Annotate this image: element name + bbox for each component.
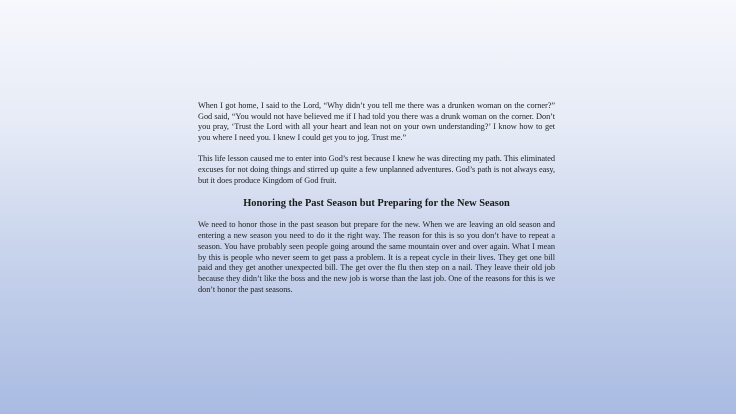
paragraph-drunk-woman: When I got home, I said to the Lord, “Why didn’t you tell me there was a drunken woman on the corner?” God said, “You would not have believed me if I had told you there was a drunk woman on the corner. Don’t you pray, ‘Trust the Lord with all your heart and lean not on your own understanding?’ I know how to get you where I need you. I knew I could get you to jog. Trust me.” bbox=[198, 101, 555, 143]
paragraph-gods-rest: This life lesson caused me to enter into God’s rest because I knew he was directing my path. This eliminated excuses for not doing things and stirred up quite a few unplanned adventures. God’s path is not always easy, but it does produce Kingdom of God fruit. bbox=[198, 154, 555, 185]
paragraph-past-season: We need to honor those in the past season but prepare for the new. When we are leaving an old season and entering a new season you need to do it the right way. The reason for this is so you don’t have to repeat a season. You have probably seen people going around the same mountain over and over again. What I mean by this is people who never seem to get pass a problem. It is a repeat cycle in their lives. They get one bill paid and they get another unexpected bill. The get over the flu then step on a nail. They leave their old job because they didn’t like the boss and the new job is worse than the last job. One of the reasons for this is we don’t honor the past seasons. bbox=[198, 220, 555, 294]
document-page bbox=[198, 101, 555, 295]
paragraph-gap bbox=[198, 144, 555, 155]
section-heading: Honoring the Past Season but Preparing for the New Season bbox=[243, 198, 510, 210]
